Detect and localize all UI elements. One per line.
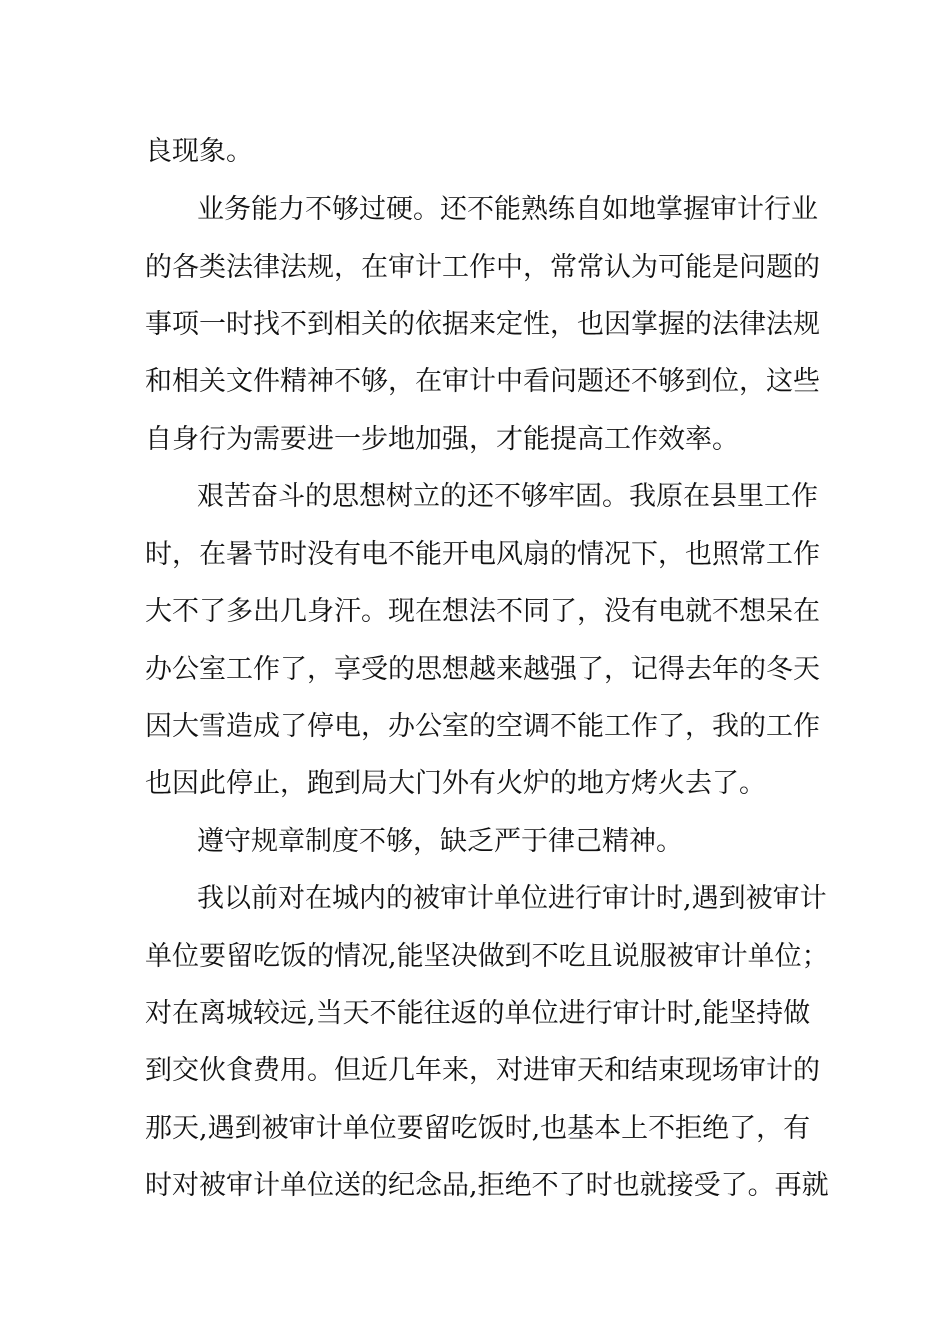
text-line: 因大雪造成了停电，办公室的空调不能工作了，我的工作 bbox=[145, 711, 820, 742]
text-line: 对在离城较远,当天不能往返的单位进行审计时,能坚持做 bbox=[145, 998, 811, 1029]
text-line: 时对被审计单位送的纪念品,拒绝不了时也就接受了。再就 bbox=[145, 1170, 829, 1201]
text-line: 时，在暑节时没有电不能开电风扇的情况下，也照常工作 bbox=[145, 539, 820, 570]
text-line: 到交伙食费用。但近几年来，对进审天和结束现场审计的 bbox=[145, 1055, 820, 1086]
paragraph-first-line: 艰苦奋斗的思想树立的还不够牢固。我原在县里工作 bbox=[197, 481, 818, 512]
text-line: 的各类法律法规，在审计工作中，常常认为可能是问题的 bbox=[145, 252, 820, 283]
text-line: 和相关文件精神不够，在审计中看问题还不够到位，这些 bbox=[145, 366, 820, 397]
paragraph-first-line: 我以前对在城内的被审计单位进行审计时,遇到被审计 bbox=[197, 883, 827, 914]
text-line: 事项一时找不到相关的依据来定性，也因掌握的法律法规 bbox=[145, 309, 820, 340]
text-line: 自身行为需要进一步地加强，才能提高工作效率。 bbox=[145, 424, 739, 455]
text-line: 良现象。 bbox=[145, 136, 253, 167]
text-line: 办公室工作了，享受的思想越来越强了，记得去年的冬天 bbox=[145, 654, 820, 685]
paragraph-first-line: 业务能力不够过硬。还不能熟练自如地掌握审计行业 bbox=[197, 194, 818, 225]
text-line: 也因此停止，跑到局大门外有火炉的地方烤火去了。 bbox=[145, 768, 766, 799]
text-line: 那天,遇到被审计单位要留吃饭时,也基本上不拒绝了，有 bbox=[145, 1113, 811, 1144]
text-line: 大不了多出几身汗。现在想法不同了，没有电就不想呆在 bbox=[145, 596, 820, 627]
paragraph-first-line: 遵守规章制度不够，缺乏严于律己精神。 bbox=[197, 826, 683, 857]
text-line: 单位要留吃饭的情况,能坚决做到不吃且说服被审计单位； bbox=[145, 941, 829, 972]
